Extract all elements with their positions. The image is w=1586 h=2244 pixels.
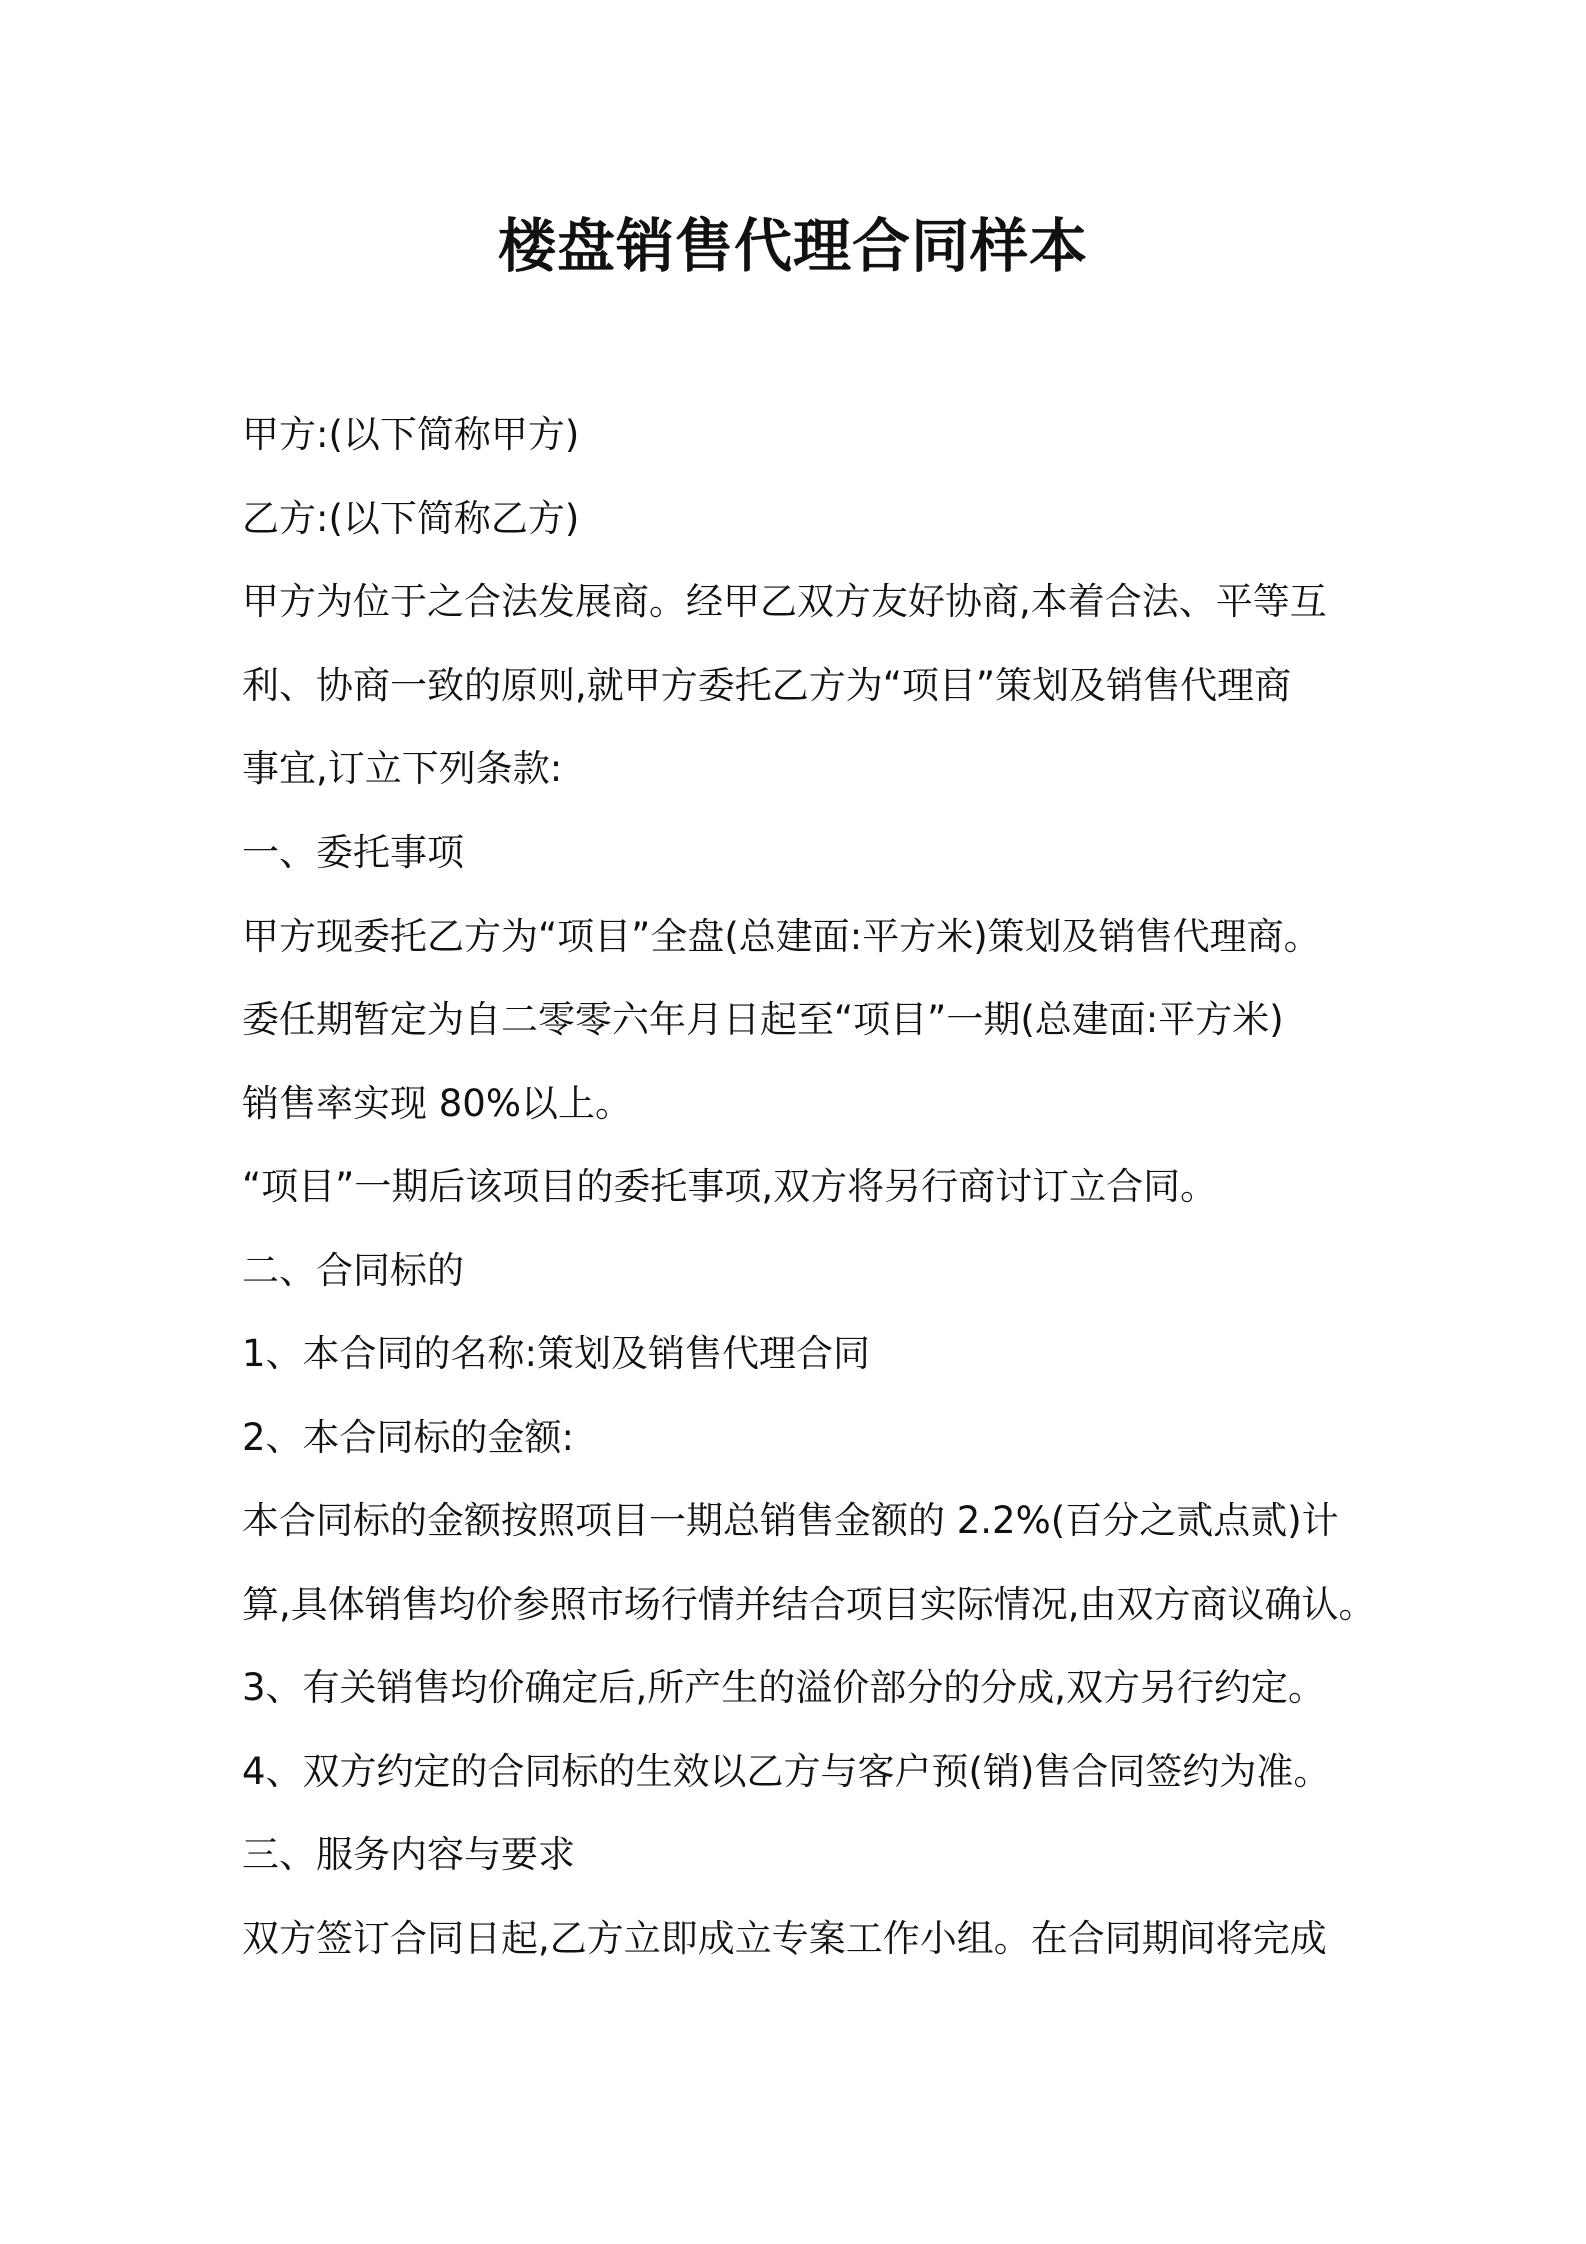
- section-heading-1: 一、委托事项: [242, 831, 464, 874]
- section-1-line-4: “项目”一期后该项目的委托事项,双方将另行商讨订立合同。: [242, 1165, 1218, 1208]
- clause-2-3: 3、有关销售均价确定后,所产生的溢价部分的分成,双方另行约定。: [242, 1666, 1326, 1709]
- section-1-line-1: 甲方现委托乙方为“项目”全盘(总建面:平方米)策划及销售代理商。: [242, 915, 1321, 958]
- preamble-line-3: 事宜,订立下列条款:: [242, 747, 563, 790]
- section-1-line-2: 委任期暂定为自二零零六年月日起至“项目”一期(总建面:平方米): [242, 998, 1284, 1041]
- party-a-line: 甲方:(以下简称甲方): [242, 413, 580, 456]
- section-heading-2: 二、合同标的: [242, 1249, 464, 1292]
- clause-2-1: 1、本合同的名称:策划及销售代理合同: [242, 1332, 871, 1375]
- clause-2-2-line-1: 本合同标的金额按照项目一期总销售金额的 2.2%(百分之贰点贰)计: [242, 1499, 1339, 1542]
- document-title: 楼盘销售代理合同样本: [497, 212, 1088, 280]
- clause-2-2-line-2: 算,具体销售均价参照市场行情并结合项目实际情况,由双方商议确认。: [242, 1583, 1376, 1626]
- section-3-line-1: 双方签订合同日起,乙方立即成立专案工作小组。在合同期间将完成: [242, 1917, 1327, 1960]
- party-b-line: 乙方:(以下简称乙方): [242, 497, 580, 540]
- clause-2-2: 2、本合同标的金额:: [242, 1416, 575, 1459]
- preamble-line-1: 甲方为位于之合法发展商。经甲乙双方友好协商,本着合法、平等互: [242, 580, 1327, 623]
- preamble-line-2: 利、协商一致的原则,就甲方委托乙方为“项目”策划及销售代理商: [242, 664, 1292, 707]
- section-heading-3: 三、服务内容与要求: [242, 1833, 575, 1876]
- clause-2-4: 4、双方约定的合同标的生效以乙方与客户预(销)售合同签约为准。: [242, 1750, 1331, 1793]
- section-1-line-3: 销售率实现 80%以上。: [242, 1082, 632, 1125]
